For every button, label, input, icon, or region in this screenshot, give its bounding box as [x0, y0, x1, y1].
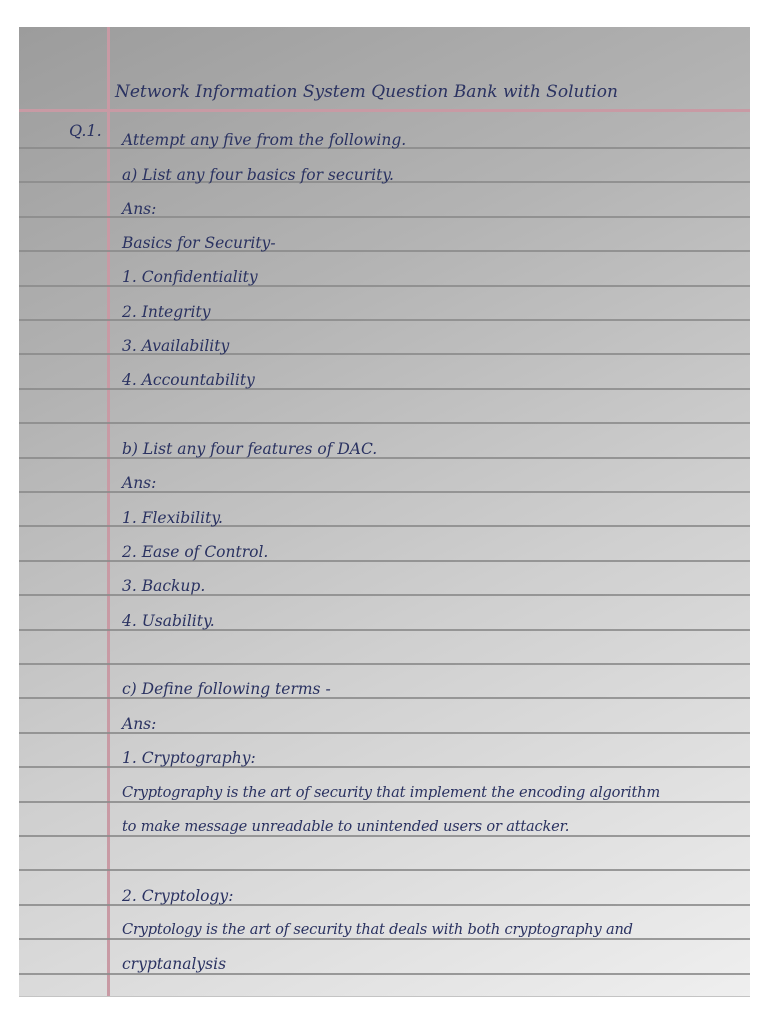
text-line: to make message unreadable to unintended users or attacker.: [122, 818, 570, 835]
text-line: Ans:: [122, 200, 157, 218]
text-line: 1. Flexibility.: [122, 509, 223, 527]
text-line: Ans:: [122, 474, 157, 492]
text-line: 2. Integrity: [122, 303, 211, 321]
ruled-line: [19, 663, 750, 665]
text-line: 2. Ease of Control.: [122, 543, 269, 561]
ruled-line: [19, 869, 750, 871]
text-line: 4. Usability.: [122, 612, 215, 630]
text-line: Cryptology is the art of security that deals with both cryptography and: [122, 921, 633, 938]
question-number: Q.1.: [69, 121, 102, 140]
text-line: Attempt any five from the following.: [122, 131, 407, 149]
notebook-page: [19, 27, 750, 997]
ruled-line: [19, 422, 750, 424]
text-line: 4. Accountability: [122, 371, 255, 389]
header-line: [19, 109, 750, 112]
margin-line: [107, 27, 110, 996]
text-line: Basics for Security-: [122, 234, 276, 252]
text-line: 2. Cryptology:: [122, 887, 234, 905]
page-title: Network Information System Question Bank with Solution: [115, 82, 618, 102]
text-line: b) List any four features of DAC.: [122, 440, 378, 458]
text-line: 1. Confidentiality: [122, 268, 258, 286]
text-line: Cryptography is the art of security that implement the encoding algorithm: [122, 784, 661, 801]
text-line: 1. Cryptography:: [122, 749, 256, 767]
text-line: a) List any four basics for security.: [122, 166, 394, 184]
text-line: 3. Backup.: [122, 577, 206, 595]
text-line: c) Define following terms -: [122, 680, 331, 698]
text-line: 3. Availability: [122, 337, 230, 355]
text-line: cryptanalysis: [122, 955, 227, 973]
text-line: Ans:: [122, 715, 157, 733]
